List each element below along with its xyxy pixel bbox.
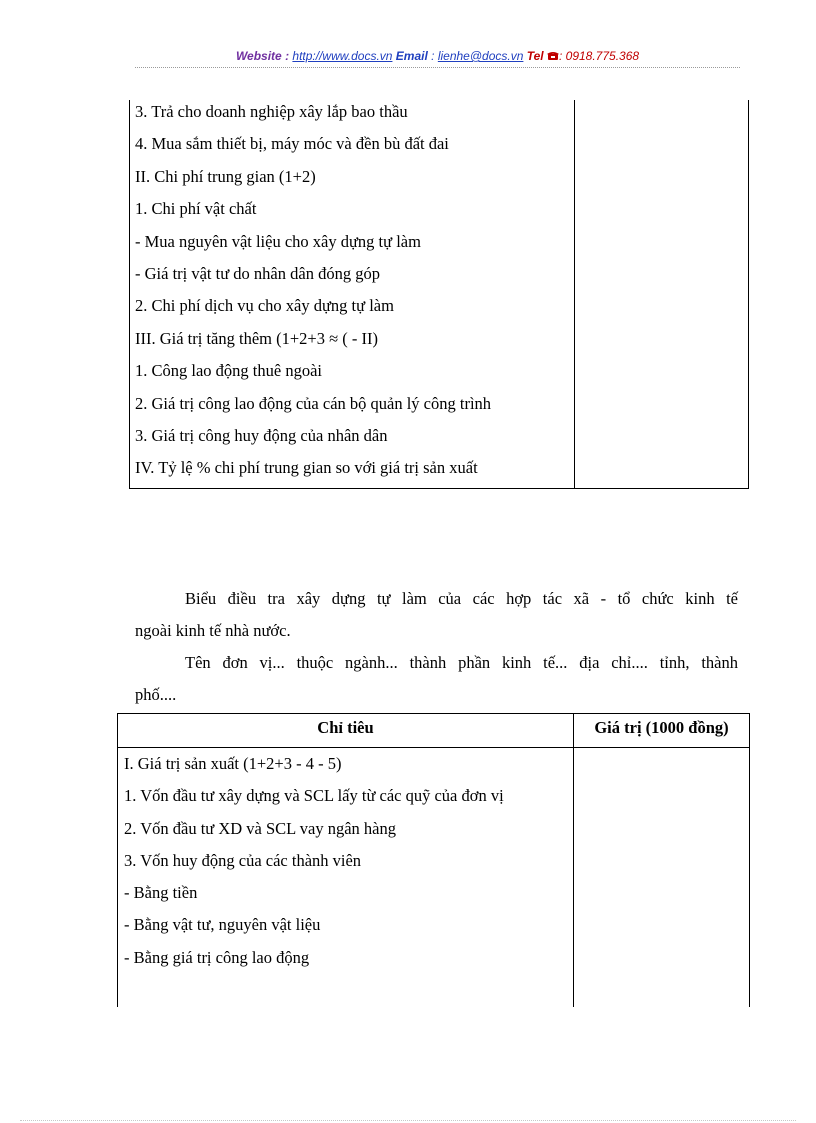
survey-intro-paragraph	[135, 583, 738, 647]
table-column-divider	[573, 713, 574, 1007]
table-row: 1. Công lao động thuê ngoài	[135, 361, 322, 381]
table-survey-indicators	[117, 713, 750, 1007]
table-row: 3. Trả cho doanh nghiệp xây lắp bao thầu	[135, 102, 408, 121]
table-row: 1. Vốn đầu tư xây dựng và SCL lấy từ các quỹ của đơn vị	[124, 786, 504, 806]
table-row: 2. Chi phí dịch vụ cho xây dựng tự làm	[135, 296, 394, 316]
email-link[interactable]: lienhe@docs.vn	[437, 49, 524, 63]
table-row: 1. Chi phí vật chất	[135, 199, 257, 219]
tel-value: : 0918.775.368	[558, 49, 640, 63]
table-row: 3. Giá trị công huy động của nhân dân	[135, 425, 388, 445]
page-footer-divider	[20, 1120, 796, 1121]
table-row: - Bằng tiền	[124, 883, 198, 903]
unit-info-line-2: phố....	[135, 685, 177, 704]
tel-label: Tel	[526, 49, 547, 63]
table-border-right	[749, 713, 750, 1007]
table-row: I. Giá trị sản xuất (1+2+3 - 4 - 5)	[124, 754, 342, 773]
table-row: - Giá trị vật tư do nhân dân đóng góp	[135, 263, 380, 283]
unit-info-line-1: Tên đơn vị... thuộc ngành... thành phần kinh tế... địa chỉ.... tỉnh, thành	[185, 653, 738, 672]
table-row: 2. Vốn đầu tư XD và SCL vay ngân hàng	[124, 818, 396, 838]
survey-intro-line-2: ngoài kinh tế nhà nước.	[135, 621, 291, 640]
column-header-value: Giá trị (1000 đồng)	[594, 718, 729, 737]
email-label: Email	[395, 49, 428, 63]
table-row: IV. Tỷ lệ % chi phí trung gian so với giá trị sản xuất	[135, 458, 478, 478]
table-row: 4. Mua sắm thiết bị, máy móc và đền bù đất đai	[135, 134, 449, 154]
table-row: 2. Giá trị công lao động của cán bộ quản lý công trình	[135, 393, 492, 413]
table-row: - Bằng giá trị công lao động	[124, 947, 310, 967]
email-separator: :	[427, 49, 438, 63]
table-expenses-continued	[129, 100, 749, 489]
table-border-left	[129, 100, 130, 489]
table-border-left	[117, 713, 118, 1007]
table-rows	[135, 100, 571, 489]
table-column-divider	[574, 100, 575, 489]
survey-intro-line-1: Biểu điều tra xây dựng tự làm của các hợp tác xã - tổ chức kinh tế	[185, 589, 738, 608]
table-row: - Bằng vật tư, nguyên vật liệu	[124, 915, 321, 935]
table-row: - Mua nguyên vật liệu cho xây dựng tự làm	[135, 231, 421, 251]
table-row: II. Chi phí trung gian (1+2)	[135, 166, 316, 186]
page-header	[135, 47, 740, 68]
phone-icon	[547, 49, 559, 63]
column-header-indicator: Chỉ tiêu	[317, 718, 374, 737]
table-row: 3. Vốn huy động của các thành viên	[124, 850, 362, 870]
unit-info-paragraph	[135, 647, 738, 711]
website-link[interactable]: http://www.docs.vn	[292, 49, 393, 63]
table-rows	[124, 748, 568, 974]
table-row: III. Giá trị tăng thêm (1+2+3 ≈ ( - II)	[135, 328, 379, 348]
table-border-right	[748, 100, 749, 489]
website-label: Website :	[235, 49, 293, 63]
